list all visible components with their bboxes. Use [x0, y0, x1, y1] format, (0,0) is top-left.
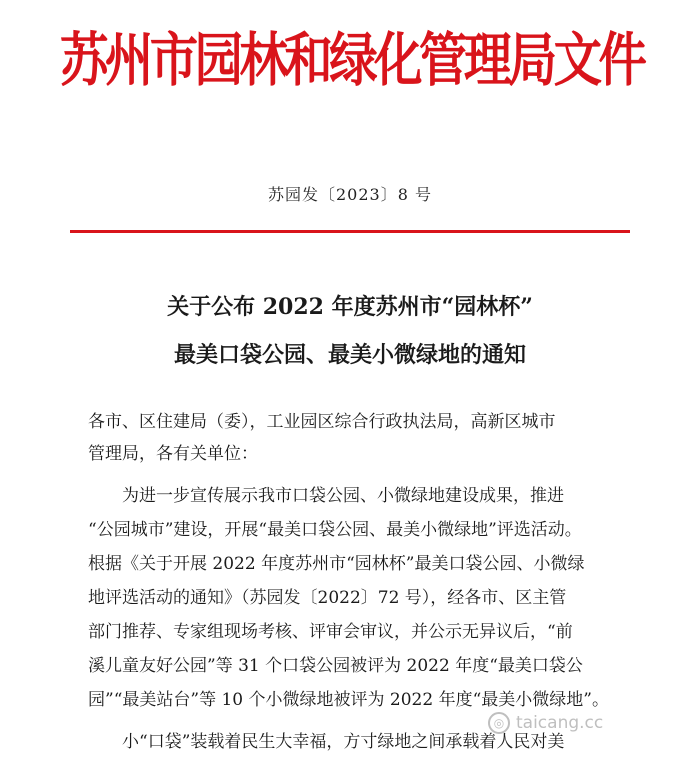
- body-line: “公园城市”建设，开展“最美口袋公园、最美小微绿地”评选活动。: [88, 520, 582, 540]
- body-line: 管理局，各有关单位：: [88, 444, 258, 464]
- notice-title-line-1: 关于公布 2022 年度苏州市“园林杯”: [167, 294, 533, 320]
- body-line: 溪儿童友好公园”等 31 个口袋公园被评为 2022 年度“最美口袋公: [88, 656, 583, 676]
- watermark-text: taicang.cc: [516, 713, 604, 733]
- body-line: 各市、区住建局（委），工业园区综合行政执法局，高新区城市: [88, 412, 556, 432]
- watermark-logo-icon: ◎: [488, 712, 510, 734]
- masthead-title: 苏州市园林和绿化管理局文件: [60, 25, 644, 94]
- document-number: 苏园发〔2023〕8 号: [268, 185, 432, 204]
- watermark: [488, 708, 603, 738]
- notice-title-line-2: 最美口袋公园、最美小微绿地的通知: [173, 342, 526, 368]
- body-line: 园”“最美站台”等 10 个小微绿地被评为 2022 年度“最美小微绿地”。: [88, 690, 609, 710]
- body-line: 小“口袋”装载着民生大幸福，方寸绿地之间承载着人民对美: [88, 732, 565, 752]
- body-line: 地评选活动的通知》（苏园发〔2022〕72 号），经各市、区主管: [88, 588, 567, 608]
- body-line: 为进一步宣传展示我市口袋公园、小微绿地建设成果，推进: [88, 486, 564, 506]
- body-line: 部门推荐、专家组现场考核、评审会审议，并公示无异议后，“前: [88, 622, 573, 642]
- red-divider-line: [70, 230, 630, 233]
- body-line: 根据《关于开展 2022 年度苏州市“园林杯”最美口袋公园、小微绿: [88, 554, 585, 574]
